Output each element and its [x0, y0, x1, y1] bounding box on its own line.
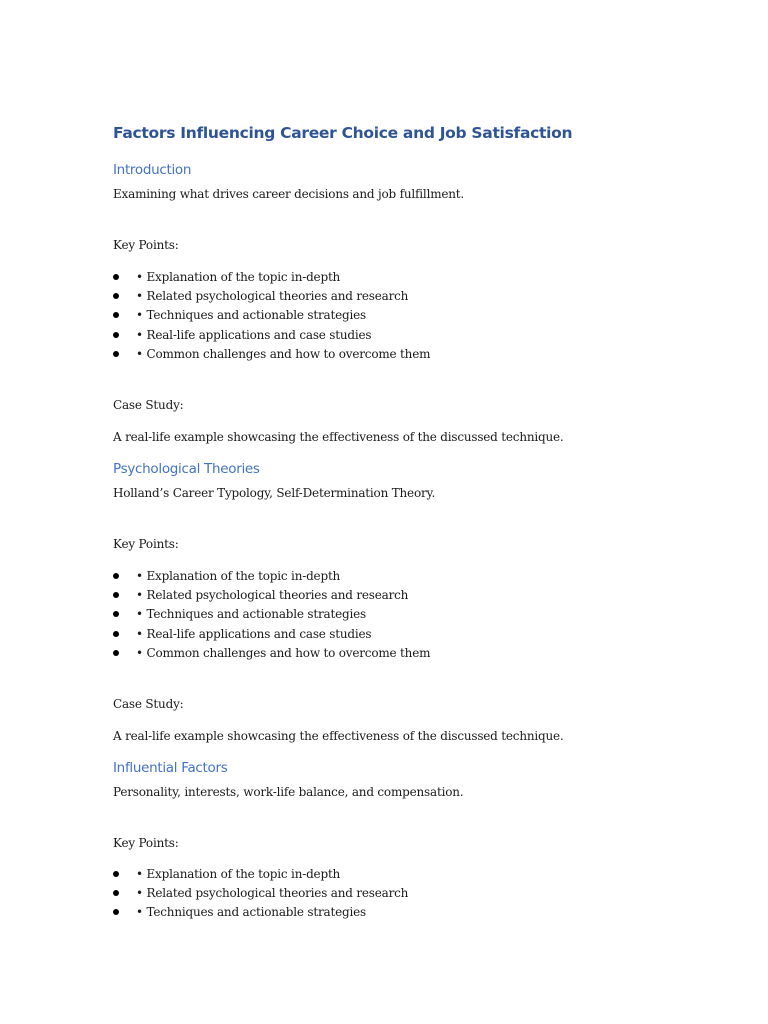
bullet-icon	[113, 871, 119, 877]
section-heading: Introduction	[113, 162, 192, 178]
case-study-label: Case Study:	[113, 697, 184, 711]
bullet-icon	[113, 312, 119, 318]
document-title: Factors Influencing Career Choice and Job Satisfaction	[113, 124, 573, 142]
key-points-label: Key Points:	[113, 238, 179, 252]
bullet-icon	[113, 573, 119, 579]
case-study-label: Case Study:	[113, 398, 184, 412]
key-points-label: Key Points:	[113, 836, 179, 850]
section-description: Examining what drives career decisions and job fulfillment.	[113, 187, 465, 201]
bullet-icon	[113, 332, 119, 338]
section-heading: Influential Factors	[113, 760, 228, 776]
bullet-icon	[113, 890, 119, 896]
bullet-icon	[113, 650, 119, 656]
bullet-icon	[113, 592, 119, 598]
case-study-text: A real-life example showcasing the effectiveness of the discussed technique.	[113, 729, 564, 743]
bullet-icon	[113, 293, 119, 299]
key-points-label: Key Points:	[113, 537, 179, 551]
bullet-icon	[113, 909, 119, 915]
section-description: Holland’s Career Typology, Self-Determination Theory.	[113, 486, 436, 500]
bullet-icon	[113, 351, 119, 357]
section-heading: Psychological Theories	[113, 461, 260, 477]
bullet-icon	[113, 631, 119, 637]
section-description: Personality, interests, work-life balance, and compensation.	[113, 785, 464, 799]
bullet-icon	[113, 611, 119, 617]
bullet-icon	[113, 274, 119, 280]
case-study-text: A real-life example showcasing the effectiveness of the discussed technique.	[113, 430, 564, 444]
